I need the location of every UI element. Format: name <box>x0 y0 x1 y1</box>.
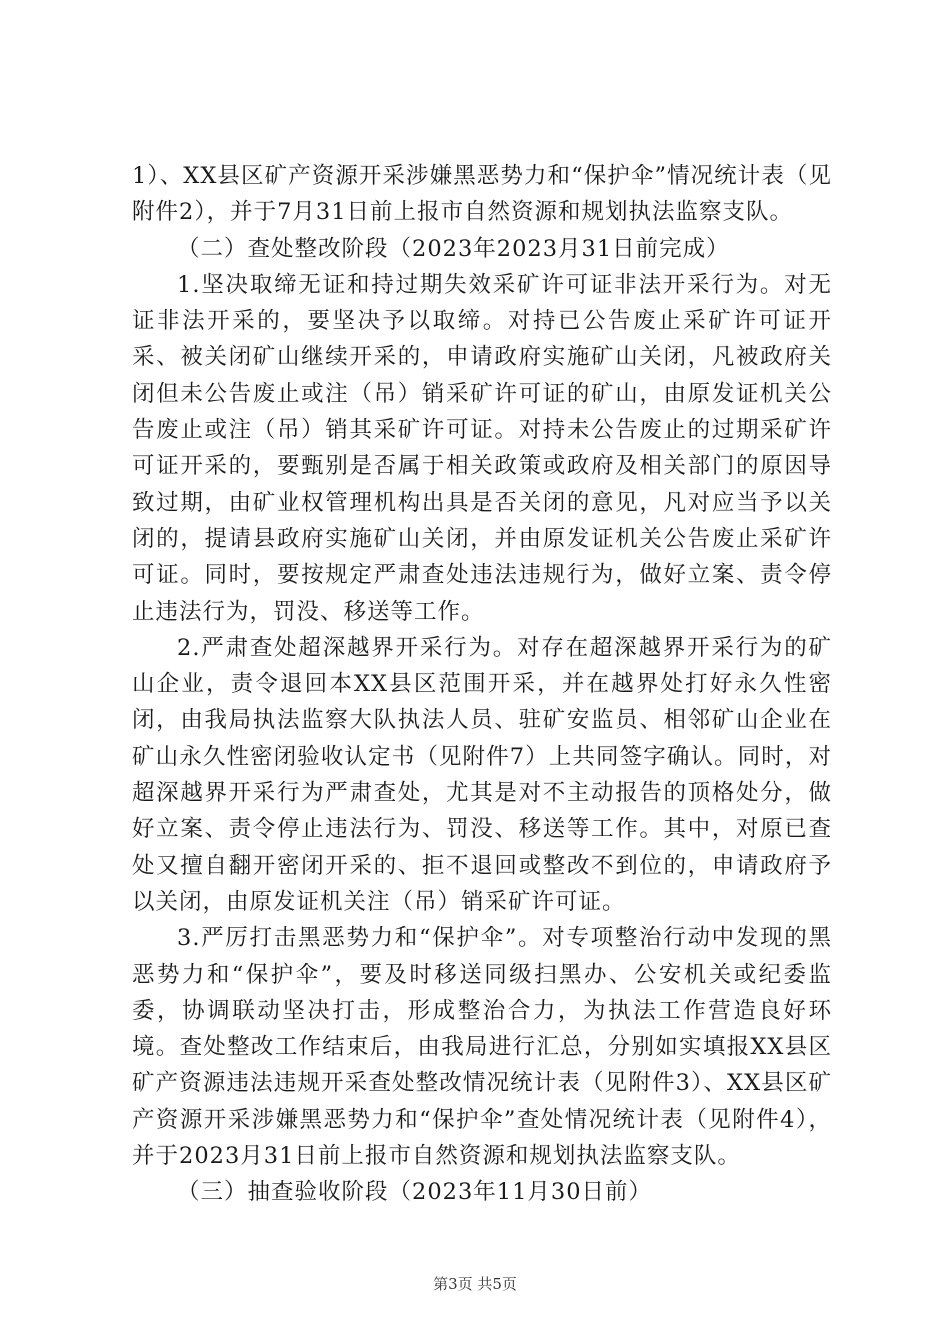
section-heading-inspection-stage: （三）抽查验收阶段（2023年11月30日前） <box>177 1179 653 1206</box>
page-number-footer: 第3页 共5页 <box>433 1275 517 1293</box>
section-heading-rectification-stage: （二）查处整改阶段（2023年2023月31日前完成） <box>177 235 730 262</box>
paragraph-item-3: 3.严厉打击黑恶势力和“保护伞”。对专项整治行动中发现的黑恶势力和“保护伞”，要及时移送同级扫黑办、公安机关或纪委监委，协调联动坚决打击，形成整治合力，为执法工作营造良好环境。查处整改工作结束后，由我局进行汇总，分别如实填报XX县区矿产资源违法违规开采查处整改情况统计表（见附件3）、XX县区矿产资源开采涉嫌黑恶势力和“保护伞”查处情况统计表（见附件4），并于2023月31日前上报市自然资源和规划执法监察支队。 <box>132 925 832 1170</box>
paragraph-item-1: 1.坚决取缔无证和持过期失效采矿许可证非法开采行为。对无证非法开采的，要坚决予以取缔。对持已公告废止采矿许可证开采、被关闭矿山继续开采的，申请政府实施矿山关闭，凡被政府关闭但未公告废止或注（吊）销采矿许可证的矿山，由原发证机关公告废止或注（吊）销其采矿许可证。对持未公告废止的过期采矿许可证开采的，要甄别是否属于相关政策或政府及相关部门的原因导致过期，由矿业权管理机构出具是否关闭的意见，凡对应当予以关闭的，提请县政府实施矿山关闭，并由原发证机关公告废止采矿许可证。同时，要按规定严肃查处违法违规行为，做好立案、责令停止违法行为，罚没、移送等工作。 <box>132 271 832 625</box>
paragraph-item-2: 2.严肃查处超深越界开采行为。对存在超深越界开采行为的矿山企业，责令退回本XX县区范围开采，并在越界处打好永久性密闭，由我局执法监察大队执法人员、驻矿安监员、相邻矿山企业在矿山永久性密闭验收认定书（见附件7）上共同签字确认。同时，对超深越界开采行为严肃查处，尤其是对不主动报告的顶格处分，做好立案、责令停止违法行为、罚没、移送等工作。其中，对原已查处又擅自翻开密闭开采的、拒不退回或整改不到位的，申请政府予以关闭，由原发证机关注（吊）销采矿许可证。 <box>132 634 832 915</box>
paragraph-attachment-list: 1）、XX县区矿产资源开采涉嫌黑恶势力和“保护伞”情况统计表（见附件2），并于7月31日前上报市自然资源和规划执法监察支队。 <box>132 163 832 226</box>
document-body <box>132 158 832 1211</box>
